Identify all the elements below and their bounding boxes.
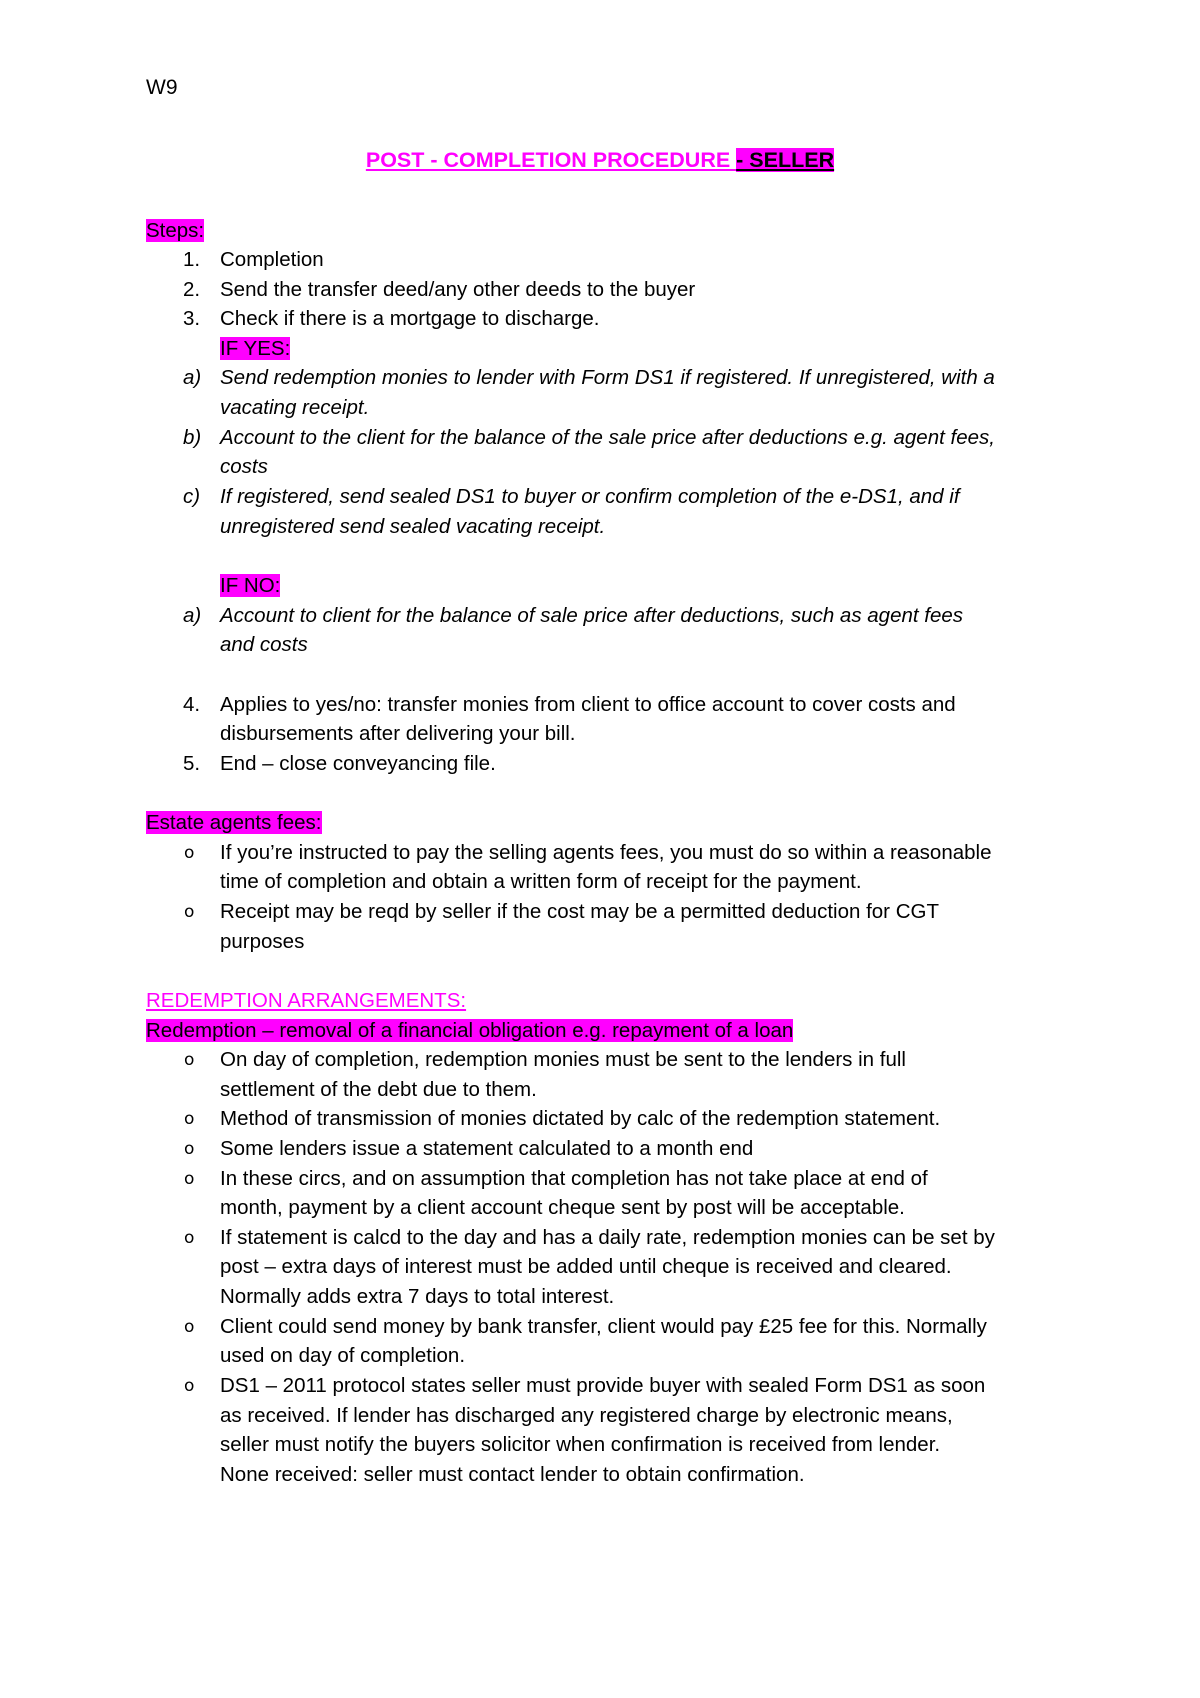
- if-no-label: [220, 572, 280, 600]
- redemption-item-7-line-2: as received. If lender has discharged any registered charge by electronic means,: [220, 1404, 953, 1427]
- document-code: W9: [146, 76, 178, 99]
- redemption-item-5-line-2: post – extra days of interest must be added until cheque is received and cleared.: [220, 1255, 952, 1278]
- redemption-item-5-line-1: If statement is calcd to the day and has a daily rate, redemption monies can be set by: [220, 1226, 995, 1249]
- bullet-icon: o: [184, 1139, 195, 1159]
- redemption-item-6-line-2: used on day of completion.: [220, 1344, 466, 1367]
- redemption-item-4-line-1: In these circs, and on assumption that completion has not take place at end of: [220, 1167, 928, 1190]
- redemption-item-2-line-1: Method of transmission of monies dictated by calc of the redemption statement.: [220, 1107, 941, 1130]
- if-yes-a-line-1: Send redemption monies to lender with Form DS1 if registered. If unregistered, with a: [220, 366, 995, 389]
- if-yes-c-line-2: unregistered send sealed vacating receipt.: [220, 515, 606, 538]
- bullet-icon: o: [184, 1376, 195, 1396]
- title-highlight: - SELLER: [736, 148, 835, 172]
- bullet-icon: o: [184, 1228, 195, 1248]
- redemption-item-7-line-3: seller must notify the buyers solicitor when confirmation is received from lender.: [220, 1433, 941, 1456]
- bullet-icon: o: [184, 1317, 195, 1337]
- step-5-line-1: End – close conveyancing file.: [220, 752, 496, 775]
- page-title: [0, 148, 1200, 173]
- redemption-item-7-line-4: None received: seller must contact lender to obtain confirmation.: [220, 1463, 805, 1486]
- if-no-label-text: IF NO:: [220, 574, 281, 597]
- redemption-item-1-line-1: On day of completion, redemption monies must be sent to the lenders in full: [220, 1048, 906, 1071]
- step-1-number: 1.: [183, 248, 201, 271]
- if-yes-b-line-2: costs: [220, 455, 268, 478]
- step-4-number: 4.: [183, 693, 201, 716]
- redemption-item-1-line-2: settlement of the debt due to them.: [220, 1078, 537, 1101]
- step-3-number: 3.: [183, 307, 201, 330]
- bullet-icon: o: [184, 1109, 195, 1129]
- estate-agents-item-2-line-2: purposes: [220, 930, 305, 953]
- step-1-text: Completion: [220, 248, 324, 271]
- redemption-item-4-line-2: month, payment by a client account cheque sent by post will be acceptable.: [220, 1196, 905, 1219]
- if-no-a-number: a): [183, 604, 202, 627]
- if-yes-c-number: c): [183, 485, 201, 508]
- step-2-number: 2.: [183, 278, 201, 301]
- step-4-line-2: disbursements after delivering your bill.: [220, 722, 576, 745]
- if-yes-b-number: b): [183, 426, 202, 449]
- estate-agents-heading: [146, 809, 322, 837]
- estate-agents-item-1-line-2: time of completion and obtain a written form of receipt for the payment.: [220, 870, 862, 893]
- step-3-text: Check if there is a mortgage to discharge.: [220, 307, 600, 330]
- if-yes-b-line-1: Account to the client for the balance of the sale price after deductions e.g. agent fees,: [220, 426, 995, 449]
- redemption-item-3-line-1: Some lenders issue a statement calculated to a month end: [220, 1137, 754, 1160]
- bullet-icon: o: [184, 1169, 195, 1189]
- bullet-icon: o: [184, 843, 195, 863]
- step-5-number: 5.: [183, 752, 201, 775]
- if-yes-label: [220, 335, 290, 363]
- redemption-heading: REDEMPTION ARRANGEMENTS:: [146, 989, 467, 1012]
- redemption-definition: [146, 1017, 793, 1045]
- redemption-item-5-line-3: Normally adds extra 7 days to total interest.: [220, 1285, 615, 1308]
- steps-heading: [146, 217, 204, 245]
- if-yes-label-text: IF YES:: [220, 337, 291, 360]
- step-2-text: Send the transfer deed/any other deeds to the buyer: [220, 278, 696, 301]
- step-4-line-1: Applies to yes/no: transfer monies from client to office account to cover costs and: [220, 693, 956, 716]
- redemption-definition-text: Redemption – removal of a financial obligation e.g. repayment of a loan: [146, 1019, 794, 1042]
- if-no-a-line-1: Account to client for the balance of sale price after deductions, such as agent fees: [220, 604, 964, 627]
- if-yes-a-line-2: vacating receipt.: [220, 396, 370, 419]
- estate-agents-item-1-line-1: If you’re instructed to pay the selling agents fees, you must do so within a reasonable: [220, 841, 992, 864]
- steps-heading-text: Steps:: [146, 219, 205, 242]
- if-yes-c-line-1: If registered, send sealed DS1 to buyer or confirm completion of the e-DS1, and if: [220, 485, 960, 508]
- bullet-icon: o: [184, 902, 195, 922]
- estate-agents-item-2-line-1: Receipt may be reqd by seller if the cost may be a permitted deduction for CGT: [220, 900, 939, 923]
- title-main: POST - COMPLETION PROCEDURE: [365, 148, 737, 172]
- redemption-item-7-line-1: DS1 – 2011 protocol states seller must provide buyer with sealed Form DS1 as soon: [220, 1374, 986, 1397]
- estate-agents-heading-text: Estate agents fees:: [146, 811, 322, 834]
- if-yes-a-number: a): [183, 366, 202, 389]
- redemption-item-6-line-1: Client could send money by bank transfer, client would pay £25 fee for this. Normally: [220, 1315, 987, 1338]
- bullet-icon: o: [184, 1050, 195, 1070]
- if-no-a-line-2: and costs: [220, 633, 308, 656]
